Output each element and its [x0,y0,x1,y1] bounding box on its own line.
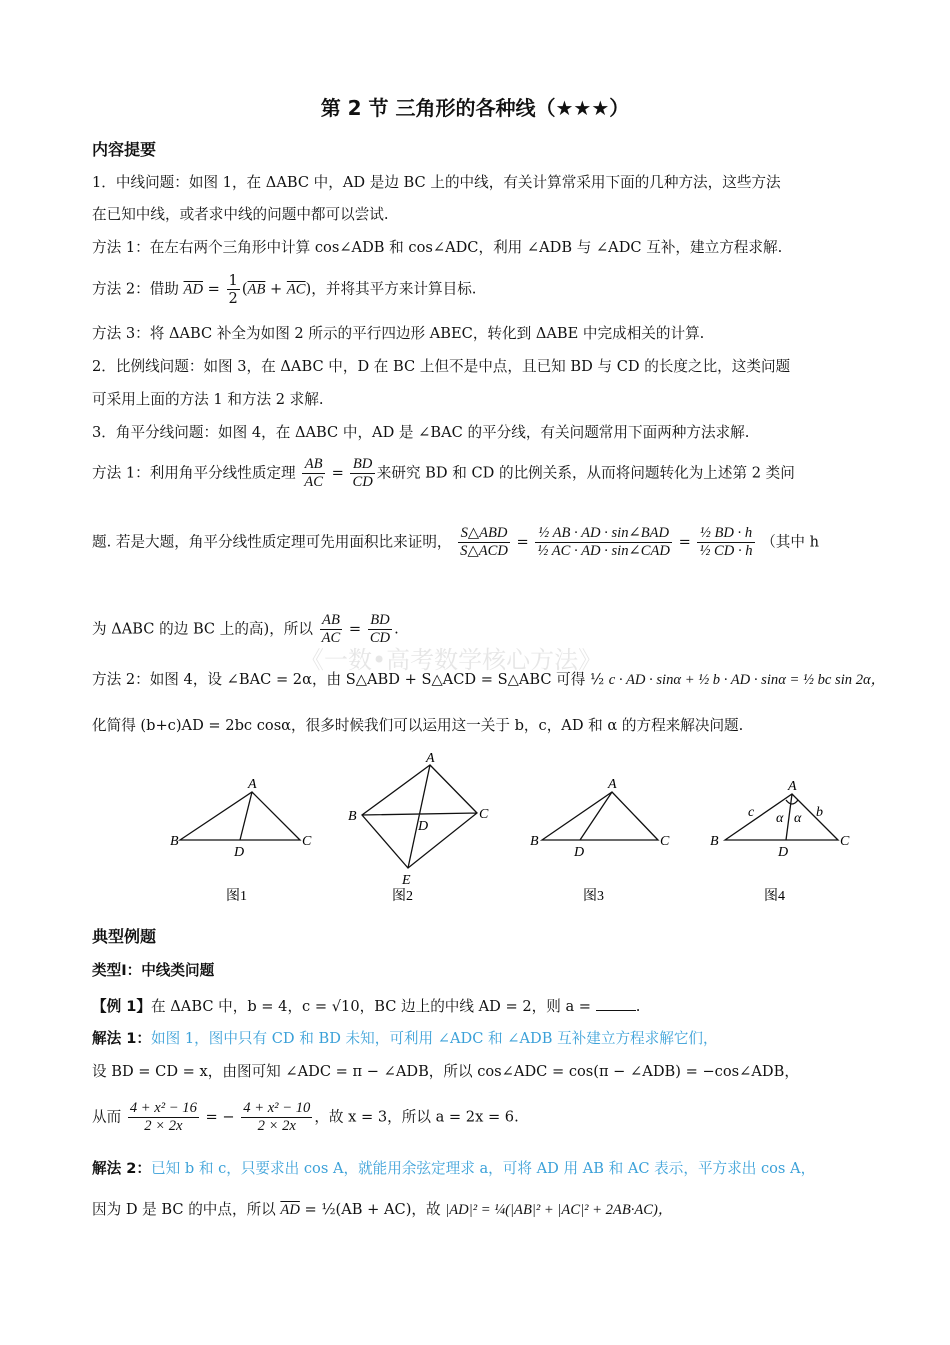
figure-2 [362,765,477,868]
solution-2: 解法 2：已知 b 和 c，只要求出 cos A，就能用余弦定理求 a，可将 AD 用 AB 和 AC 表示，平方求出 cos A， [92,1160,816,1177]
para-ratio: 2．比例线问题：如图 3，在 ΔABC 中，D 在 BC 上但不是中点，且已知 BD 与 CD 的长度之比，这类问题 [92,358,791,375]
fig4-label-B: B [710,834,719,849]
fig-caption-4: 图4 [764,889,785,904]
fig2-label-E: E [402,873,411,888]
method-1: 方法 1：在左右两个三角形中计算 cos∠ADB 和 cos∠ADC，利用 ∠ADB 与 ∠ADC 互补，建立方程求解. [92,239,783,256]
bisector-method-2: 方法 2：如图 4，设 ∠BAC = 2α，由 S△ABD + S△ACD = S△ABC 可得 ½ c · AD · sinα + ½ b · AD · sinα = ½ bc sin 2α， [92,671,886,688]
fig2-label-B: B [348,809,357,824]
solution-1-line-2: 设 BD = CD = x，由图可知 ∠ADC = π − ∠ADB，所以 cos∠ADC = cos(π − ∠ADB) = −cos∠ADB， [92,1063,799,1080]
fig-caption-2: 图2 [392,889,413,904]
example-1: 【例 1】在 ΔABC 中，b = 4，c = √10，BC 边上的中线 AD = 2，则 a = . [92,998,641,1015]
fig4-label-alpha-right: α [794,811,802,826]
solution-2-line-2: 因为 D 是 BC 的中点，所以 $\overline{AD}$ = ½(AB + AC)，故 |AD|² = ¼(|AB|² + |AC|² + 2AB·AC)， [92,1201,673,1218]
fig2-label-D: D [418,819,429,834]
figure-3 [542,792,658,840]
fig4-label-D: D [778,845,789,860]
fig4-label-c: c [748,805,755,820]
bisector-area-ratio: 题. 若是大题，角平分线性质定理可先用面积比来证明， $\frac{\text{S△ABD}}{\text{S△ACD}}$ = $\frac{\text{½ AB · AD · sin∠BAD}}{\text{½ AC · AD · sin∠CAD}}$ = $\frac{\text{½ BD · h}}{\text{½ CD · h}}$ （其中 h [92,525,820,559]
figure-1 [180,792,300,840]
fig2-label-A: A [426,751,435,766]
fig1-label-D: D [234,845,245,860]
fig-caption-3: 图3 [583,889,604,904]
fig4-label-alpha-left: α [776,811,784,826]
fig2-label-C: C [479,807,489,822]
fig3-label-B: B [530,834,539,849]
fig4-label-b: b [816,805,823,820]
page-title: 第 2 节 三角形的各种线（★★★） [320,96,630,120]
watermark: 《一数•高考数学核心方法》 [300,646,603,674]
fig1-label-C: C [302,834,312,849]
method-2: 方法 2：借助 $\overline{AD}$ = $\frac{1}{2}$ $(\overline{AB} + \overline{AC})$，并将其平方来计算目标. [92,272,477,307]
bisector-height-note: 为 ΔABC 的边 BC 上的高)，所以 $\frac{AB}{AC}$ = $\frac{BD}{CD}$ . [92,612,399,646]
answer-blank [596,996,636,1011]
type-1-heading: 类型Ⅰ：中线类问题 [92,962,215,979]
fig1-label-A: A [248,777,257,792]
fig4-label-C: C [840,834,850,849]
figures [140,750,880,910]
fig1-label-B: B [170,834,179,849]
fig3-label-A: A [608,777,617,792]
para-ratio-cont: 可采用上面的方法 1 和方法 2 求解. [92,391,324,408]
bisector-method-1: 方法 1：利用角平分线性质定理 $\frac{AB}{AC}$ = $\frac{BD}{CD}$ 来研究 BD 和 CD 的比例关系，从而将问题转化为上述第 2 类问 [92,456,795,490]
para-median-cont: 在已知中线，或者求中线的问题中都可以尝试. [92,206,389,223]
fig3-label-D: D [574,845,585,860]
fig4-label-A: A [788,779,797,794]
section-examples-heading: 典型例题 [92,927,157,946]
para-median: 1．中线问题：如图 1，在 ΔABC 中，AD 是边 BC 上的中线，有关计算常采用下面的几种方法，这些方法 [92,174,781,191]
bisector-method-2-cont: 化简得 (b+c)AD = 2bc cosα，很多时候我们可以运用这一关于 b，c，AD 和 α 的方程来解决问题. [92,717,744,734]
solution-1: 解法 1：如图 1，图中只有 CD 和 BD 未知，可利用 ∠ADC 和 ∠ADB 互补建立方程求解它们， [92,1030,718,1047]
para-bisector: 3．角平分线问题：如图 4，在 ΔABC 中，AD 是 ∠BAC 的平分线，有关问题常用下面两种方法求解. [92,424,750,441]
fig3-label-C: C [660,834,670,849]
solution-1-line-3: 从而 $\frac{\text{4 + x² − 16}}{2 \times 2x}$ = − $\frac{\text{4 + x² − 10}}{2 \times 2x}$ ，故 x = 3，所以 a = 2x = 6. [92,1100,519,1134]
method-3: 方法 3：将 ΔABC 补全为如图 2 所示的平行四边形 ABEC，转化到 ΔABE 中完成相关的计算. [92,325,705,342]
section-summary-heading: 内容提要 [92,140,157,159]
fig-caption-1: 图1 [226,889,247,904]
